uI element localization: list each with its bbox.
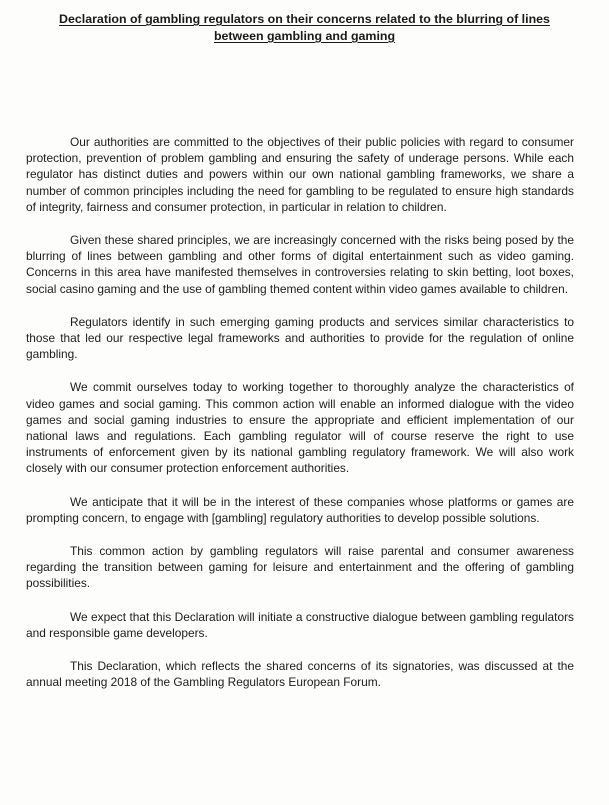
- document-body: [26, 134, 574, 707]
- paragraph-commitment: Our authorities are committed to the objectives of their public policies with regard to consumer protection, prevention of problem gambling and ensuring the safety of underage persons. While each regulator has distinct duties and powers within our own national gambling frameworks, we share a number of common principles including the need for gambling to be regulated to ensure high standards of integrity, fairness and consumer protection, in particular in relation to children.: [26, 135, 574, 214]
- paragraph-engagement: We anticipate that it will be in the interest of these companies whose platforms or games are prompting concern, to engage with [gambling] regulatory authorities to develop possible solutions.: [26, 494, 574, 525]
- paragraph-concerns: Given these shared principles, we are increasingly concerned with the risks being posed by the blurring of lines between gambling and other forms of digital entertainment such as video gaming. Concerns in this area have manifested themselves in controversies relating to skin betting, loot boxes, social casino gaming and the use of gambling themed content within video games available to children.: [26, 233, 574, 296]
- paragraph-dialogue: We expect that this Declaration will initiate a constructive dialogue between gambling regulators and responsible game developers.: [26, 609, 574, 640]
- paragraph-forum: This Declaration, which reflects the shared concerns of its signatories, was discussed at the annual meeting 2018 of the Gambling Regulators European Forum.: [26, 659, 574, 690]
- document-title: [30, 11, 579, 45]
- title-line-1: Declaration of gambling regulators on their concerns related to the blurring of lines: [59, 12, 550, 26]
- paragraph-awareness: This common action by gambling regulators will raise parental and consumer awareness regarding the transition between gaming for leisure and entertainment and the offering of gambling possibilities.: [26, 544, 574, 591]
- paragraph-analysis: We commit ourselves today to working together to thoroughly analyze the characteristics of video games and social gaming. This common action will enable an informed dialogue with the video games and social gaming industries to ensure the appropriate and efficient implementation of our national laws and regulations. Each gambling regulator will of course reserve the right to use instruments of enforcement given by its national gambling regulatory framework. We will also work closely with our consumer protection enforcement authorities.: [26, 380, 574, 476]
- paragraph-characteristics: Regulators identify in such emerging gaming products and services similar characteristics to those that led our respective legal frameworks and authorities to provide for the regulation of online gambling.: [26, 314, 574, 362]
- title-line-2: between gambling and gaming: [213, 29, 396, 43]
